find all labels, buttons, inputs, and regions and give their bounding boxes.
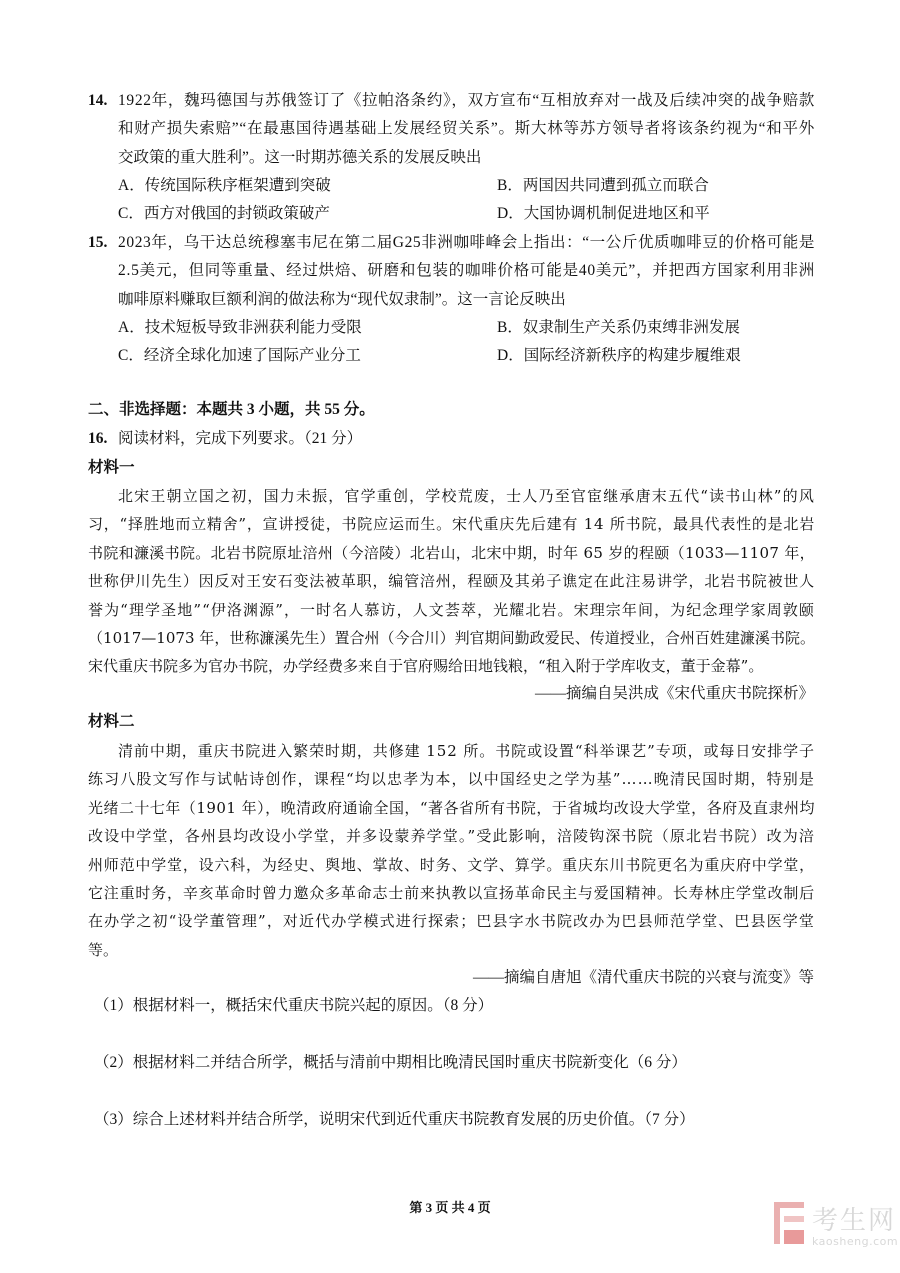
question-14-number: 14. — [88, 92, 108, 109]
material1-line: 北宋王朝立国之初，国力未振，官学重创，学校荒废，士人乃至官宦继承唐末五代“读书山林”的风 — [118, 487, 815, 505]
q15-option-d: D．国际经济新秩序的构建步履维艰 — [497, 347, 741, 364]
material2-line: 等。 — [88, 940, 119, 959]
material1-line: 书院和濂溪书院。北岩书院原址涪州（今涪陵）北岩山，北宋中期，时年 65 岁的程颐（1033—1107 年， — [88, 543, 815, 562]
material1-line: 习，“择胜地而立精舍”，宣讲授徒，书院应运而生。宋代重庆先后建有 14 所书院，最具代表性的是北岩 — [88, 515, 815, 534]
question-15-line: 2.5美元，但同等重量、经过烘焙、研磨和包装的咖啡价格可能是40美元”，并把西方国家利用非洲 — [118, 262, 815, 279]
watermark-domain: kaosheng.com — [812, 1235, 899, 1248]
material2-line: 清前中期，重庆书院进入繁荣时期，共修建 152 所。书院或设置“科举课艺”专项，或每日安排学子 — [118, 742, 815, 760]
material2-line: 它注重时务，辛亥革命时曾力邀众多革命志士前来执教以宣扬革命民主与爱国精神。长寿林庄学堂改制后 — [88, 884, 815, 902]
material1-line: 世称伊川先生）因反对王安石变法被革职，编管涪州，程颐及其弟子谯定在此注易讲学，北岩书院被世人 — [88, 572, 815, 591]
question-14-line: 和财产损失索赔”“在最惠国待遇基础上发展经贸关系”。斯大林等苏方领导者将该条约视为“和平外 — [118, 120, 815, 137]
question-14-line: 交政策的重大胜利”。这一时期苏德关系的发展反映出 — [118, 149, 482, 166]
sub-question-2: （2）根据材料二并结合所学，概括与清前中期相比晚清民国时重庆书院新变化（6 分） — [94, 1054, 687, 1071]
material-2-source: ——摘编自唐旭《清代重庆书院的兴衰与流变》等 — [472, 969, 814, 986]
sub-question-1: （1）根据材料一，概括宋代重庆书院兴起的原因。（8 分） — [94, 997, 494, 1014]
section-heading: 二、非选择题：本题共 3 小题，共 55 分。 — [88, 401, 375, 418]
watermark-text — [812, 1200, 898, 1248]
sub-question-3: （3）综合上述材料并结合所学，说明宋代到近代重庆书院教育发展的历史价值。（7 分） — [94, 1111, 695, 1128]
material-1-source: ——摘编自吴洪成《宋代重庆书院探析》 — [534, 685, 814, 702]
material2-line: 改设中学堂，各州县均改设小学堂，并多设蒙养学堂。”受此影响，涪陵钩深书院（原北岩书院）改为涪 — [88, 827, 815, 846]
material2-line: 光绪二十七年（1901 年），晚清政府通谕全国，“著各省所有书院，于省城均改设大学堂，各府及直隶州均 — [88, 798, 815, 817]
watermark-logo-icon — [772, 1198, 808, 1253]
question-16-number: 16. — [88, 430, 108, 447]
q14-option-c: C．西方对俄国的封锁政策破产 — [118, 205, 330, 222]
material2-line: 在办学之初“设学董管理”，对近代办学模式进行探索；巴县字水书院改办为巴县师范学堂、巴县医学堂 — [88, 912, 815, 931]
q14-option-d: D．大国协调机制促进地区和平 — [497, 205, 710, 222]
q15-option-b: B．奴隶制生产关系仍束缚非洲发展 — [497, 319, 740, 336]
q14-option-a: A．传统国际秩序框架遭到突破 — [118, 177, 331, 194]
q15-option-c: C．经济全球化加速了国际产业分工 — [118, 347, 361, 364]
material1-line: （1017—1073 年，世称濂溪先生）置合州（今合川）判官期间勤政爱民、传道授业，合州百姓建濂溪书院。 — [88, 629, 816, 647]
watermark-name: 考生网 — [812, 1206, 897, 1236]
material-1-title: 材料一 — [88, 459, 135, 476]
material-2-title: 材料二 — [88, 713, 135, 730]
page-footer: 第 3 页 共 4 页 — [409, 1200, 491, 1215]
material2-line: 州师范中学堂，设六科，为经史、舆地、掌故、时务、文学、算学。重庆东川书院更名为重庆府中学堂， — [88, 855, 815, 874]
question-15-line: 咖啡原料赚取巨额利润的做法称为“现代奴隶制”。这一言论反映出 — [118, 291, 566, 308]
q15-option-a: A．技术短板导致非洲获利能力受限 — [118, 319, 362, 336]
material1-line: 誉为“理学圣地”“伊洛渊源”，一时名人慕访，人文荟萃，光耀北岩。宋理宗年间，为纪念理学家周敦颐 — [88, 600, 816, 619]
q14-option-b: B．两国因共同遭到孤立而联合 — [497, 177, 709, 194]
question-15-number: 15. — [88, 234, 108, 251]
question-14-line: 1922年，魏玛德国与苏俄签订了《拉帕洛条约》，双方宣布“互相放弃对一战及后续冲突的战争赔款 — [118, 92, 816, 109]
material1-line: 宋代重庆书院多为官办书院，办学经费多来自于官府赐给田地钱粮，“租入附于学库收支，董于金幕”。 — [88, 657, 764, 676]
material2-line: 练习八股文写作与试帖诗创作，课程“均以忠孝为本，以中国经史之学为基”……晚清民国时期，特别是 — [88, 770, 815, 789]
question-16-prompt: 阅读材料，完成下列要求。（21 分） — [118, 430, 363, 447]
question-15-line: 2023年，乌干达总统穆塞韦尼在第二届G25非洲咖啡峰会上指出：“一公斤优质咖啡豆的价格可能是 — [118, 234, 815, 251]
